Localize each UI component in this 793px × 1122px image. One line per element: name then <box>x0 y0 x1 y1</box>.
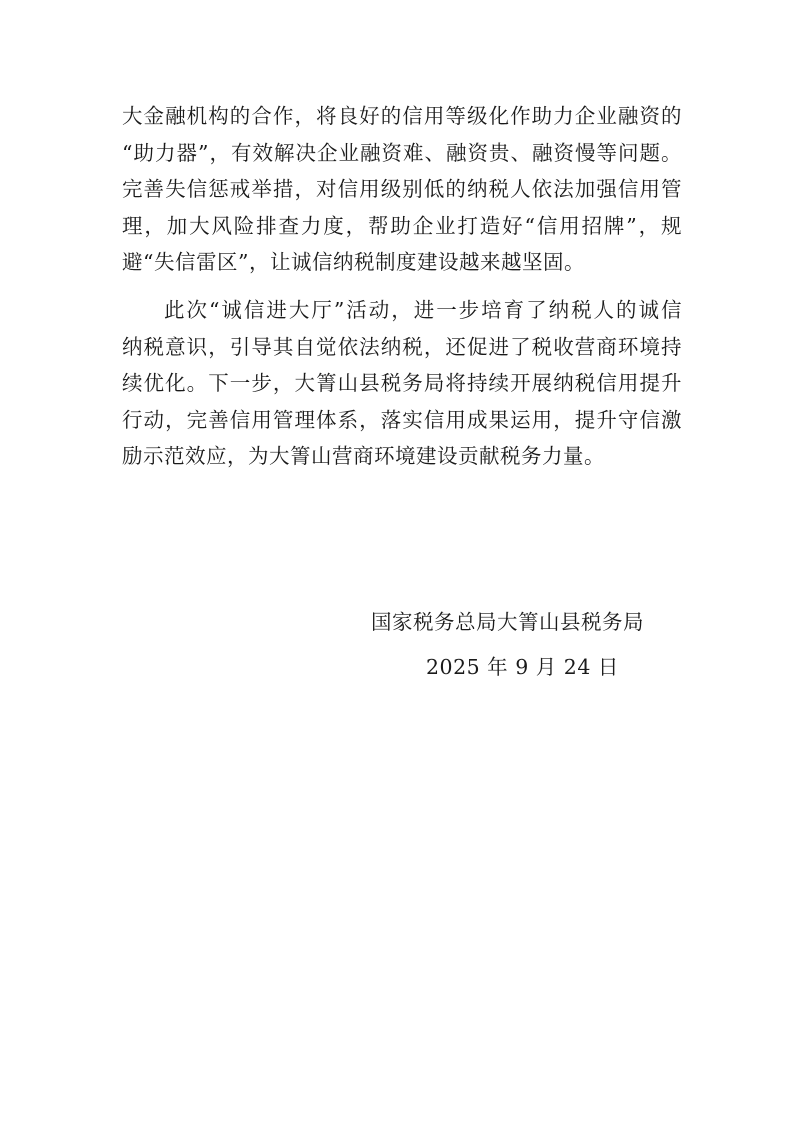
paragraph-1 <box>122 98 682 281</box>
signature-date: 2025 年 9 月 24 日 <box>426 655 619 679</box>
paragraph-line: 续优化。下一步，大箐山县税务局将持续开展纳税信用提升 <box>122 371 682 396</box>
paragraph-line: 避“失信雷区”，让诚信纳税制度建设越来越坚固。 <box>122 250 585 275</box>
paragraph-spacer <box>122 281 682 292</box>
paragraph-line: 理，加大风险排查力度，帮助企业打造好“信用招牌”，规 <box>122 213 682 238</box>
paragraph-line: “助力器”，有效解决企业融资难、融资贵、融资慢等问题。 <box>122 140 682 165</box>
paragraph-2 <box>122 292 682 475</box>
paragraph-line: 大金融机构的合作，将良好的信用等级化作助力企业融资的 <box>122 104 682 128</box>
signature-organization: 国家税务总局大箐山县税务局 <box>371 610 644 634</box>
document-body <box>122 98 682 475</box>
paragraph-line: 纳税意识，引导其自觉依法纳税，还促进了税收营商环境持 <box>122 334 682 359</box>
paragraph-line: 行动，完善信用管理体系，落实信用成果运用，提升守信激 <box>122 407 682 432</box>
paragraph-line: 励示范效应，为大箐山营商环境建设贡献税务力量。 <box>122 444 605 469</box>
paragraph-line: 完善失信惩戒举措，对信用级别低的纳税人依法加强信用管 <box>122 177 682 202</box>
paragraph-line: 此次“诚信进大厅”活动，进一步培育了纳税人的诚信 <box>164 297 682 322</box>
